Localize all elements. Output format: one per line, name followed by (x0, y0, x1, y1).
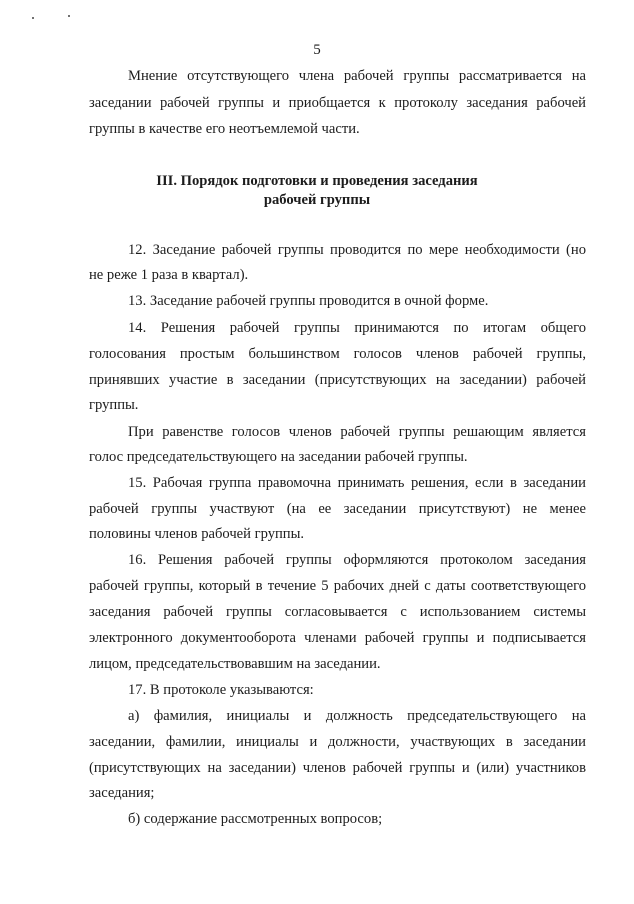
text-line: заседании, фамилии, инициалы и должности, участвующих в заседании (89, 734, 586, 750)
text-line: голос председательствующего на заседании рабочей группы. (89, 449, 468, 465)
scan-speck (68, 15, 70, 17)
text-line: 14. Решения рабочей группы принимаются по итогам общего (128, 320, 586, 336)
text-line: группы. (89, 397, 139, 413)
section-heading: рабочей группы (263, 192, 371, 208)
text-line: голосования простым большинством голосов членов рабочей группы, (89, 346, 586, 362)
text-line: не реже 1 раза в квартал). (89, 267, 249, 283)
text-line: (присутствующих на заседании) членов рабочей группы и (или) участников (89, 760, 586, 776)
text-line: принявших участие в заседании (присутствующих на заседании) рабочей (89, 372, 586, 388)
section-heading: III. Порядок подготовки и проведения заседания (156, 173, 478, 189)
text-line: 15. Рабочая группа правомочна принимать решения, если в заседании (128, 475, 586, 491)
text-line: половины членов рабочей группы. (89, 526, 305, 542)
text-line: 13. Заседание рабочей группы проводится в очной форме. (128, 293, 489, 309)
text-line: 17. В протоколе указываются: (128, 682, 314, 698)
page-number: 5 (313, 42, 321, 58)
text-line: лицом, председательствовавшим на заседании. (89, 656, 381, 672)
text-line: а) фамилия, инициалы и должность председательствующего на (128, 708, 586, 724)
scan-speck (32, 17, 34, 19)
text-line: электронного документооборота членами рабочей группы и подписывается (89, 630, 586, 646)
text-line: При равенстве голосов членов рабочей группы решающим является (128, 424, 586, 440)
text-line: рабочей группы, который в течение 5 рабочих дней с даты соответствующего (89, 578, 586, 594)
text-line: 16. Решения рабочей группы оформляются протоколом заседания (128, 552, 586, 568)
text-line: группы в качестве его неотъемлемой части. (89, 121, 360, 137)
text-line: б) содержание рассмотренных вопросов; (128, 811, 383, 827)
text-line: 12. Заседание рабочей группы проводится по мере необходимости (но (128, 242, 586, 258)
text-line: рабочей группы участвуют (на ее заседании присутствуют) не менее (89, 501, 586, 517)
text-line: Мнение отсутствующего члена рабочей группы рассматривается на (128, 68, 586, 84)
text-line: заседания рабочей группы согласовывается с использованием системы (89, 604, 586, 620)
text-line: заседании рабочей группы и приобщается к протоколу заседания рабочей (89, 95, 586, 111)
text-line: заседания; (89, 785, 155, 801)
